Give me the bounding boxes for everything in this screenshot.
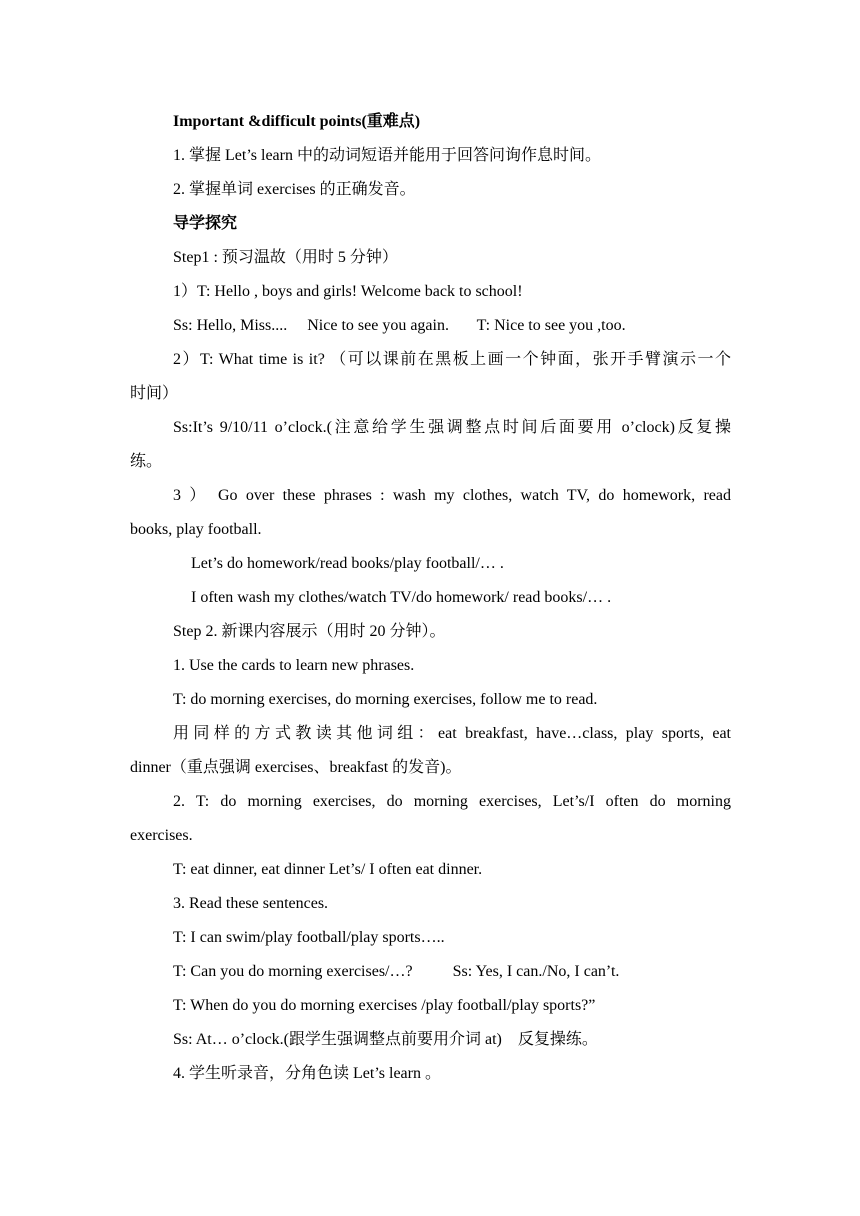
section-heading: 导学探究 (173, 215, 238, 232)
text-line: dinner（重点强调 exercises、breakfast 的发音)。 (130, 759, 462, 776)
dialogue-line: Ss: Hello, Miss.... Nice to see you again. T: Nice to see you ,too. (173, 317, 626, 334)
text-line: 用同样的方式教读其他词组：eat breakfast, have…class, play sports, eat (173, 725, 731, 742)
text-line: exercises. (130, 827, 193, 844)
text-line: 1. Use the cards to learn new phrases. (173, 657, 415, 674)
dialogue-line: Ss:It’s 9/10/11 o’clock.(注意给学生强调整点时间后面要用 o’clock)反复操 (173, 419, 731, 436)
dialogue-line: T: eat dinner, eat dinner Let’s/ I often eat dinner. (173, 861, 483, 878)
dialogue-line: T: Can you do morning exercises/…? Ss: Yes, I can./No, I can’t. (173, 963, 620, 980)
text-line: 4. 学生听录音，分角色读 Let’s learn 。 (173, 1065, 441, 1082)
text-line: 3 ） Go over these phrases : wash my clothes, watch TV, do homework, read (173, 487, 731, 504)
text-line: books, play football. (130, 521, 262, 538)
step-heading: Step1 : 预习温故（用时 5 分钟） (173, 249, 398, 266)
dialogue-line: Ss: At… o’clock.(跟学生强调整点前要用介词 at) 反复操练。 (173, 1031, 598, 1048)
text-line: 3. Read these sentences. (173, 895, 329, 912)
step-heading: Step 2. 新课内容展示（用时 20 分钟）。 (173, 623, 446, 640)
text-line: 练。 (130, 453, 163, 470)
point-item: 2. 掌握单词 exercises 的正确发音。 (173, 181, 416, 198)
section-heading: Important &difficult points(重难点) (173, 113, 421, 130)
text-line: 时间） (130, 385, 179, 402)
dialogue-line: 1）T: Hello , boys and girls! Welcome back to school! (173, 283, 523, 300)
dialogue-line: T: I can swim/play football/play sports….. (173, 929, 445, 946)
point-item: 1. 掌握 Let’s learn 中的动词短语并能用于回答问询作息时间。 (173, 147, 601, 164)
dialogue-line: 2）T: What time is it? （可以课前在黑板上画一个钟面，张开手臂演示一个 (173, 351, 731, 368)
example-sentence: Let’s do homework/read books/play football/… . (191, 555, 504, 572)
example-sentence: I often wash my clothes/watch TV/do homework/ read books/… . (191, 589, 612, 606)
dialogue-line: T: do morning exercises, do morning exercises, follow me to read. (173, 691, 598, 708)
dialogue-line: T: When do you do morning exercises /play football/play sports?” (173, 997, 596, 1014)
dialogue-line: 2. T: do morning exercises, do morning exercises, Let’s/I often do morning (173, 793, 731, 810)
